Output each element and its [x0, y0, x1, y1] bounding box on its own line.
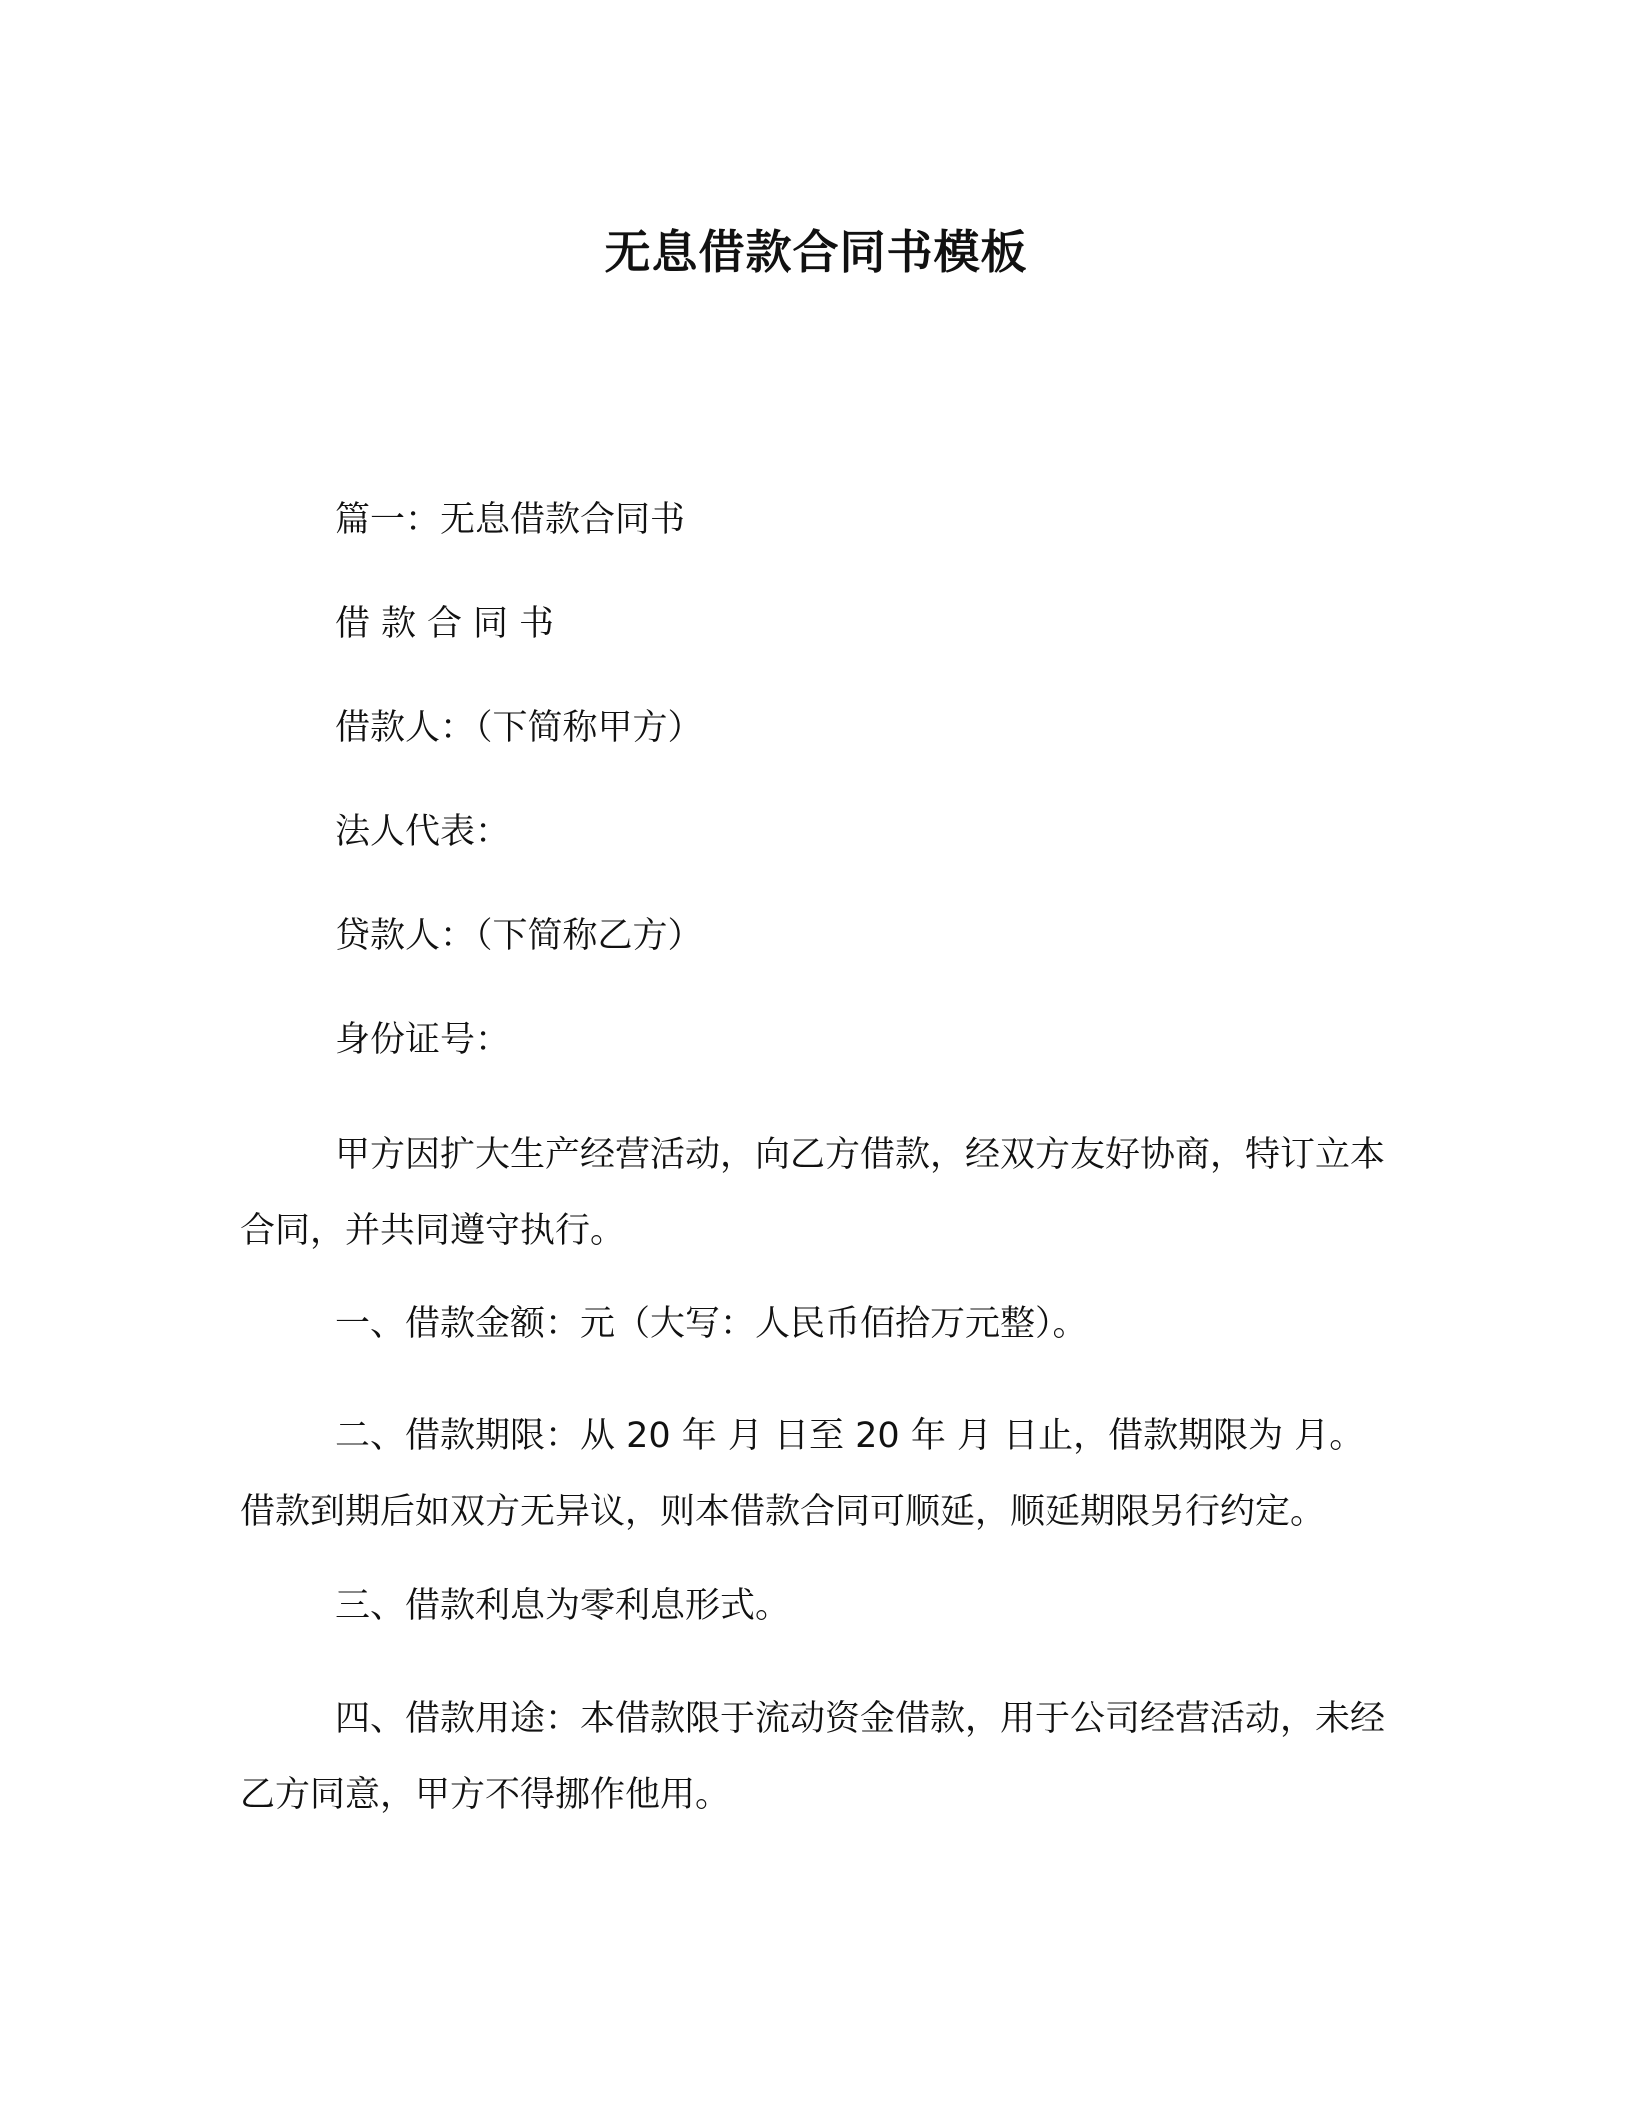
section-heading: 篇一：无息借款合同书	[335, 500, 686, 540]
article-1-loan-amount: 一、借款金额：元（大写：人民币佰拾万元整）。	[335, 1304, 1088, 1344]
article-4-loan-purpose: 四、借款用途：本借款限于流动资金借款，用于公司经营活动，未经乙方同意，甲方不得挪作他用。	[240, 1699, 1386, 1815]
document-title: 无息借款合同书模板	[604, 225, 1028, 279]
lender-line: 贷款人：（下简称乙方）	[335, 916, 703, 956]
article-2-loan-term: 二、借款期限：从 20 年 月 日至 20 年 月 日止，借款期限为 月。借款到期后如双方无异议，则本借款合同可顺延，顺延期限另行约定。	[240, 1416, 1365, 1532]
article-3-interest: 三、借款利息为零利息形式。	[335, 1586, 791, 1626]
borrower-line: 借款人：（下简称甲方）	[335, 708, 703, 748]
legal-representative-line: 法人代表：	[335, 812, 511, 852]
id-number-line: 身份证号：	[335, 1020, 511, 1060]
intro-paragraph: 甲方因扩大生产经营活动，向乙方借款，经双方友好协商，特订立本合同，并共同遵守执行。	[240, 1135, 1386, 1251]
contract-name: 借款合同书	[335, 604, 566, 644]
